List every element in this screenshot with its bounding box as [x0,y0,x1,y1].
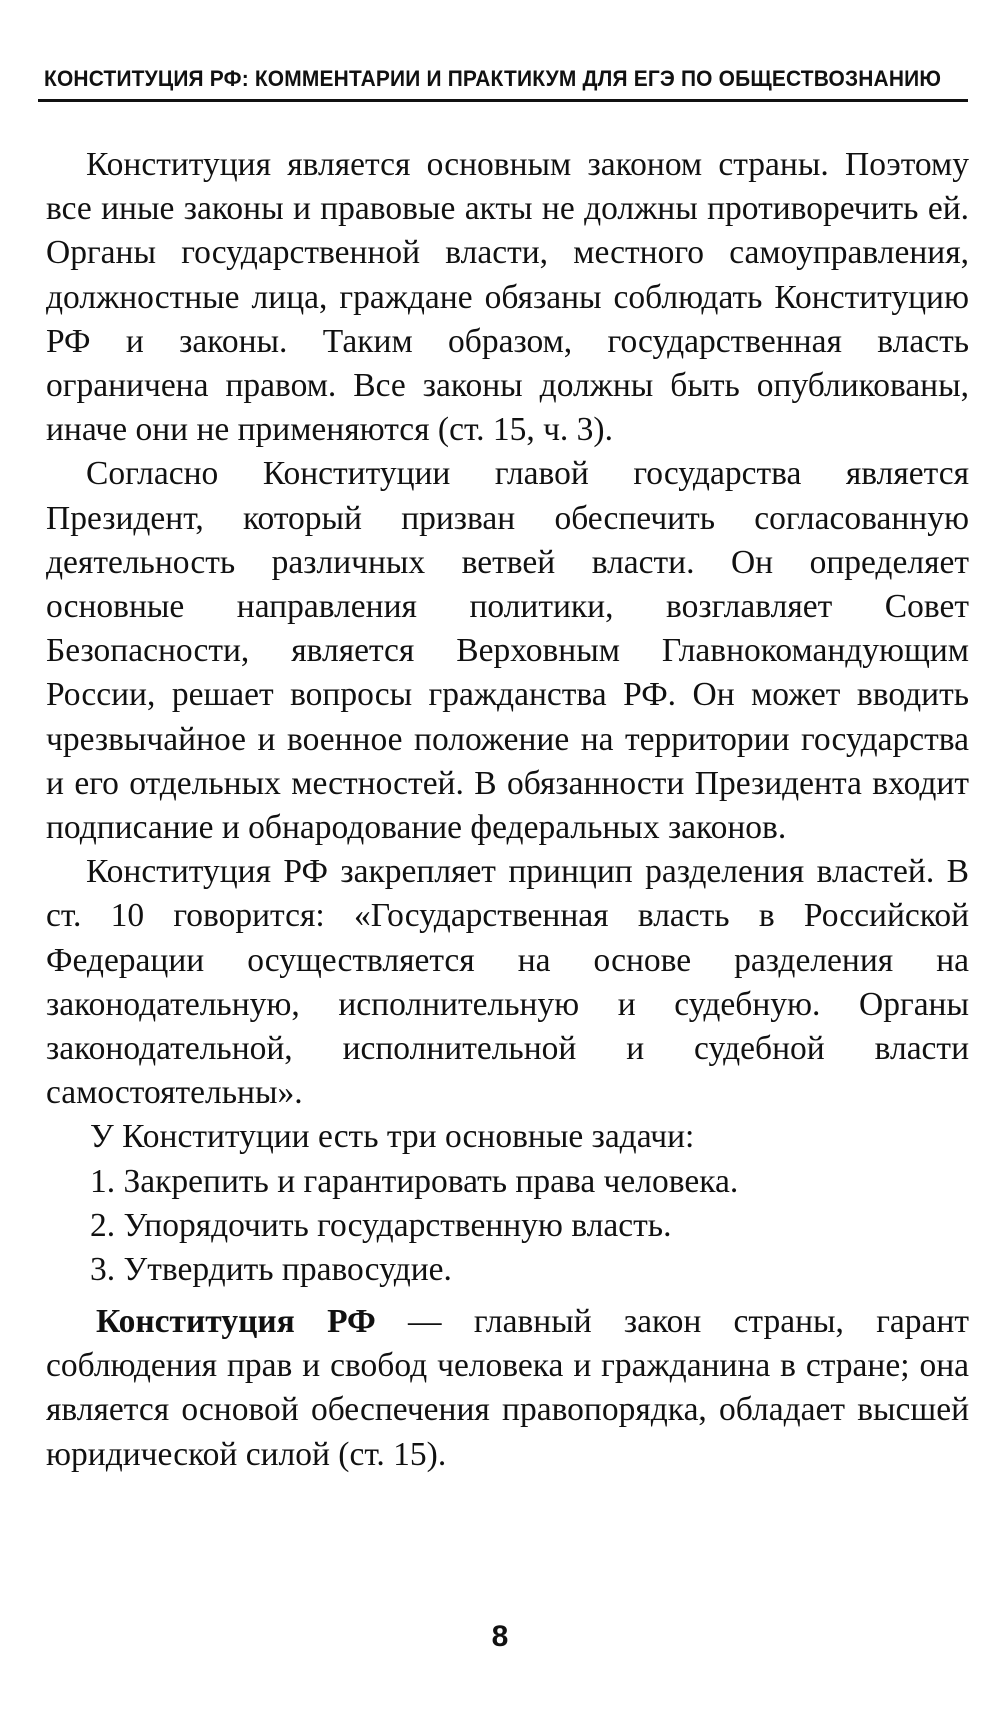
list-item: 1. Закрепить и гарантировать права человека. [90,1162,739,1200]
definition-block [46,1300,969,1477]
definition-term: Конституция РФ [96,1303,376,1340]
list-item: 3. Утвердить правосудие. [90,1251,452,1289]
main-text [46,143,969,1292]
paragraph-president: Согласно Конституции главой государства является Президент, который призван обеспечить согласованную деятельность различных ветвей власти. Он определяет основные направления политики, возглавляет Совет Безопасности, является Верховным Главнокомандующим России, решает вопросы гражданства РФ. Он может вводить чрезвычайное и военное положение на территории государства и его отдельных местностей. В обязанности Президента входит подписание и обнародование федеральных законов. [46,455,969,847]
list-item: 2. Упорядочить государственную власть. [90,1206,672,1244]
tasks-list [46,1160,969,1293]
running-head [38,58,968,102]
running-head-title: КОНСТИТУЦИЯ РФ: КОММЕНТАРИИ И ПРАКТИКУМ ДЛЯ ЕГЭ ПО ОБЩЕСТВОЗНАНИЮ [44,65,942,91]
paragraph-constitution-supremacy: Конституция является основным законом страны. Поэтому все иные законы и правовые акты не должны противоречить ей. Органы государственной власти, местного самоуправления, должностные лица, граждане обязаны соблюдать Конституцию РФ и законы. Таким образом, государственная власть ограничена правом. Все законы должны быть опубликованы, иначе они не применяются (ст. 15, ч. 3). [46,146,969,449]
paragraph-separation-of-powers: Конституция РФ закрепляет принцип разделения властей. В ст. 10 говорится: «Государственная власть в Российской Федерации осуществляется на основе разделения на законодательную, исполнительную и судебную. Органы законодательной, исполнительной и судебной власти самостоятельны». [46,853,969,1112]
tasks-intro: У Конституции есть три основные задачи: [90,1118,695,1156]
definition-text: — главный закон страны, гарант соблюдения прав и свобод человека и гражданина в стране; она является основой обеспечения правопорядка, обладает высшей юридической силой (ст. 15). [46,1303,969,1473]
page-number: 8 [491,1620,509,1653]
